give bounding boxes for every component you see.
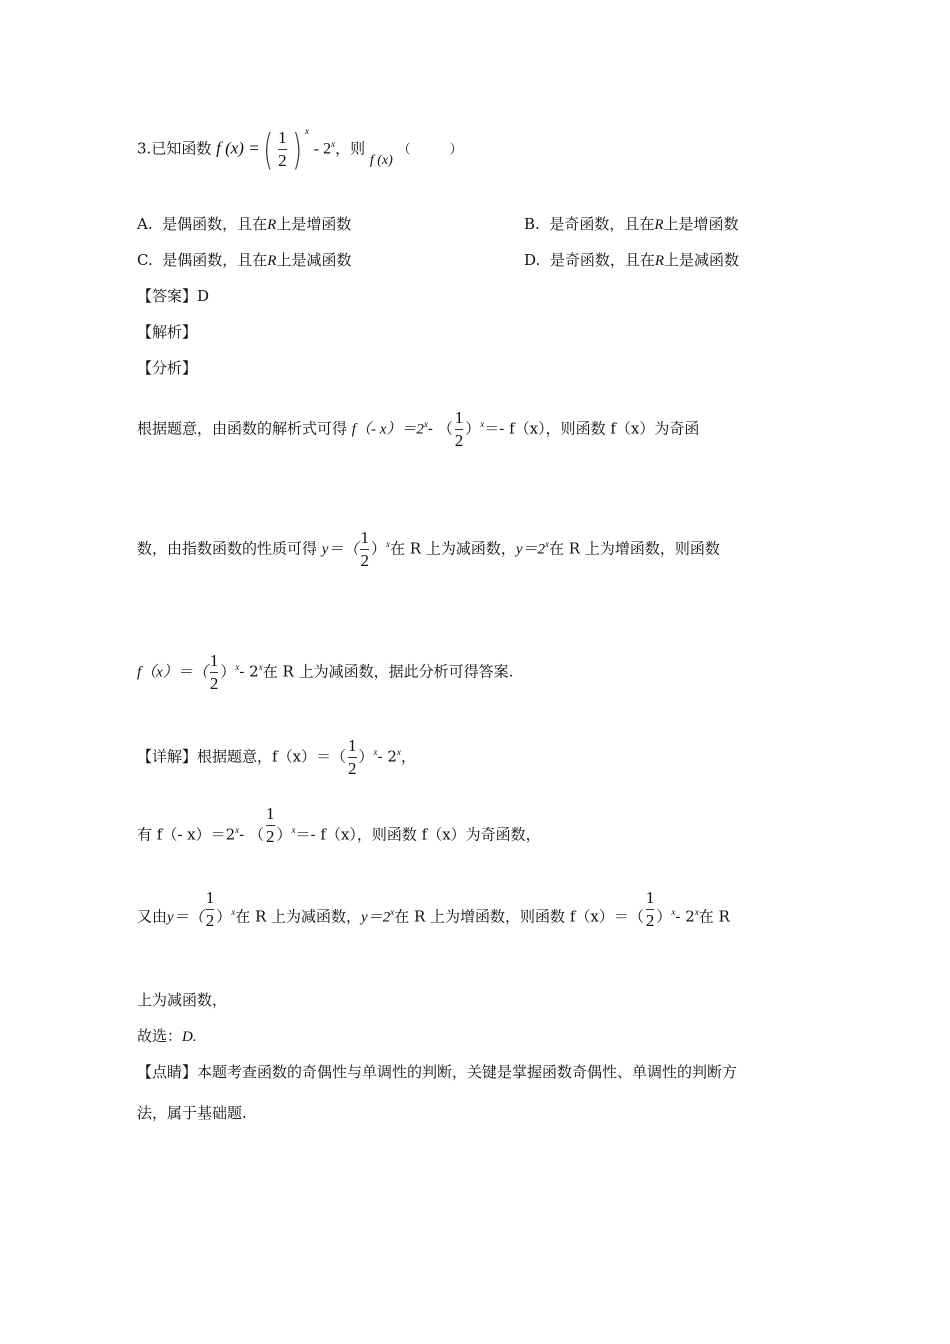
option-letter: B. [524, 215, 540, 233]
text: ） [276, 825, 292, 844]
text: ） [220, 662, 236, 681]
text: 故选： [137, 1027, 183, 1045]
fraction-half [210, 651, 219, 694]
option-letter: D. [524, 251, 541, 269]
fraction-bar [455, 429, 464, 430]
exponent: x [258, 661, 263, 672]
detail-line-4: 上为减函数， [137, 991, 228, 1009]
option-rest: 上是增函数 [663, 215, 739, 233]
option-c [137, 249, 351, 270]
text: ） [216, 907, 232, 926]
fenxi-line-3 [137, 651, 513, 694]
fenxi-line-1 [137, 408, 699, 451]
exponent: x [373, 746, 378, 757]
detail-line-5 [137, 1025, 197, 1046]
expr: f（x）＝（ [137, 664, 208, 681]
text: - 2 [675, 907, 695, 926]
text: 本题考查函数的奇偶性与单调性的判断，关键是掌握函数奇偶性、单调性的判断方 [197, 1063, 738, 1081]
fraction-bar [646, 909, 655, 910]
function-name: f (x) = [216, 138, 260, 158]
exponent: x [304, 125, 309, 136]
expr: y＝2 [361, 909, 391, 926]
denominator: 2 [348, 759, 357, 778]
text: 数，由指数函数的性质可得 [137, 539, 318, 558]
right-paren: ) [291, 124, 302, 174]
choice: D. [182, 1029, 197, 1045]
option-a [137, 213, 351, 234]
fraction-half [266, 804, 275, 847]
option-letter: A. [137, 215, 153, 233]
option-rest: 上是增函数 [276, 215, 352, 233]
exponent: x [235, 661, 240, 672]
text: 根据题意，f（x）＝（ [197, 747, 347, 766]
denominator: 2 [205, 911, 215, 930]
exponent: x [423, 418, 428, 429]
detail-line-1 [137, 736, 416, 779]
fraction-bar [360, 549, 369, 550]
exponent: x [331, 138, 336, 149]
fraction-half [348, 736, 357, 779]
set-r: R [267, 217, 277, 233]
denominator: 2 [278, 151, 287, 170]
set-r: R [267, 253, 277, 269]
exponent: x [390, 906, 395, 917]
text: ， [400, 747, 416, 766]
fraction-bar [266, 825, 275, 826]
left-paren: ( [262, 124, 273, 174]
text: 在 R 上为减函数， [389, 539, 516, 558]
comment-line-2: 法，属于基础题. [137, 1104, 247, 1122]
option-letter: C. [137, 251, 153, 269]
numerator: 1 [348, 736, 357, 755]
numerator: 1 [209, 651, 219, 670]
answer-blank: （ ） [397, 142, 463, 158]
fraction-half [278, 128, 287, 171]
text: 在 R 上为减函数，据此分析可得答案. [262, 662, 514, 681]
exponent: x [231, 906, 236, 917]
denominator: 2 [209, 674, 219, 693]
text: 在 R 上为增函数，则函数 [549, 539, 720, 558]
text: ＝- f（x），则函数 f（x）为奇函数， [295, 825, 541, 844]
exponent: x [385, 538, 390, 549]
exponent: x [694, 906, 699, 917]
option-b [524, 213, 739, 234]
numerator: 1 [205, 888, 215, 907]
option-text: 是偶函数，且在 [162, 215, 268, 233]
question-number: 3. [137, 139, 152, 158]
option-rest: 上是减函数 [664, 251, 740, 269]
exponent: x [396, 746, 401, 757]
fraction-bar [210, 672, 219, 673]
option-d [524, 249, 739, 270]
fenxi-line-2 [137, 528, 720, 571]
denominator: 2 [266, 827, 275, 846]
exponent: x [235, 824, 240, 835]
numerator: 1 [454, 408, 464, 427]
option-rest: 上是减函数 [276, 251, 352, 269]
fraction-half [360, 528, 369, 571]
text: ） [358, 747, 374, 766]
numerator: 1 [266, 804, 275, 823]
answer-label: 【答案】D [137, 287, 210, 305]
fraction-half [646, 888, 655, 931]
exponent: x [480, 418, 485, 429]
question-stem: 已知函数 [151, 139, 212, 158]
detail-line-2 [137, 804, 541, 857]
option-text: 是奇函数，且在 [549, 215, 655, 233]
text: - 2 [239, 662, 259, 681]
comment-label: 【点睛】 [137, 1063, 198, 1081]
text: - 2 [377, 747, 397, 766]
text: - （ [427, 419, 453, 438]
option-text: 是奇函数，且在 [549, 251, 655, 269]
denominator: 2 [645, 911, 655, 930]
comment-line-1 [137, 1061, 737, 1082]
detail-line-3 [137, 888, 730, 939]
fraction-bar [206, 909, 215, 910]
fraction-half [206, 888, 215, 931]
text: 在 R 上为增函数，则函数 f（x）＝（ [394, 907, 644, 926]
text: 在 R [698, 907, 730, 926]
then-text: ，则 [335, 139, 366, 158]
text: - （ [239, 825, 265, 844]
text: ） [465, 419, 481, 438]
numerator: 1 [360, 528, 369, 547]
exponent: x [291, 824, 296, 835]
function-ref: f (x) [369, 152, 393, 168]
minus-two: - 2 [313, 140, 332, 158]
numerator: 1 [645, 888, 655, 907]
text: ） [656, 907, 672, 926]
fraction-bar [348, 757, 357, 758]
denominator: 2 [360, 551, 369, 570]
analysis-label: 【解析】 [137, 323, 198, 341]
expr: y＝2 [515, 541, 545, 558]
text: 在 R 上为减函数， [235, 907, 362, 926]
detail-label: 【详解】 [137, 747, 198, 766]
text: ） [370, 539, 386, 558]
expr: y＝（ [321, 541, 359, 558]
fraction-half [455, 408, 464, 451]
expr: y＝（ [167, 909, 204, 926]
fenxi-label: 【分析】 [137, 359, 198, 377]
numerator: 1 [278, 128, 287, 147]
text: 又由 [137, 907, 168, 926]
set-r: R [654, 253, 664, 269]
text: 根据题意，由函数的解析式可得 [137, 419, 348, 438]
expr: f（- x）＝2 [351, 421, 424, 438]
question-line [137, 124, 463, 174]
text: 有 f（- x）＝2 [137, 825, 236, 844]
set-r: R [654, 217, 664, 233]
exponent: x [545, 538, 549, 549]
denominator: 2 [454, 431, 464, 450]
text: ＝- f（x），则函数 f（x）为奇函 [484, 419, 700, 438]
option-text: 是偶函数，且在 [162, 251, 268, 269]
fraction-bar [278, 149, 287, 150]
exponent: x [671, 906, 676, 917]
